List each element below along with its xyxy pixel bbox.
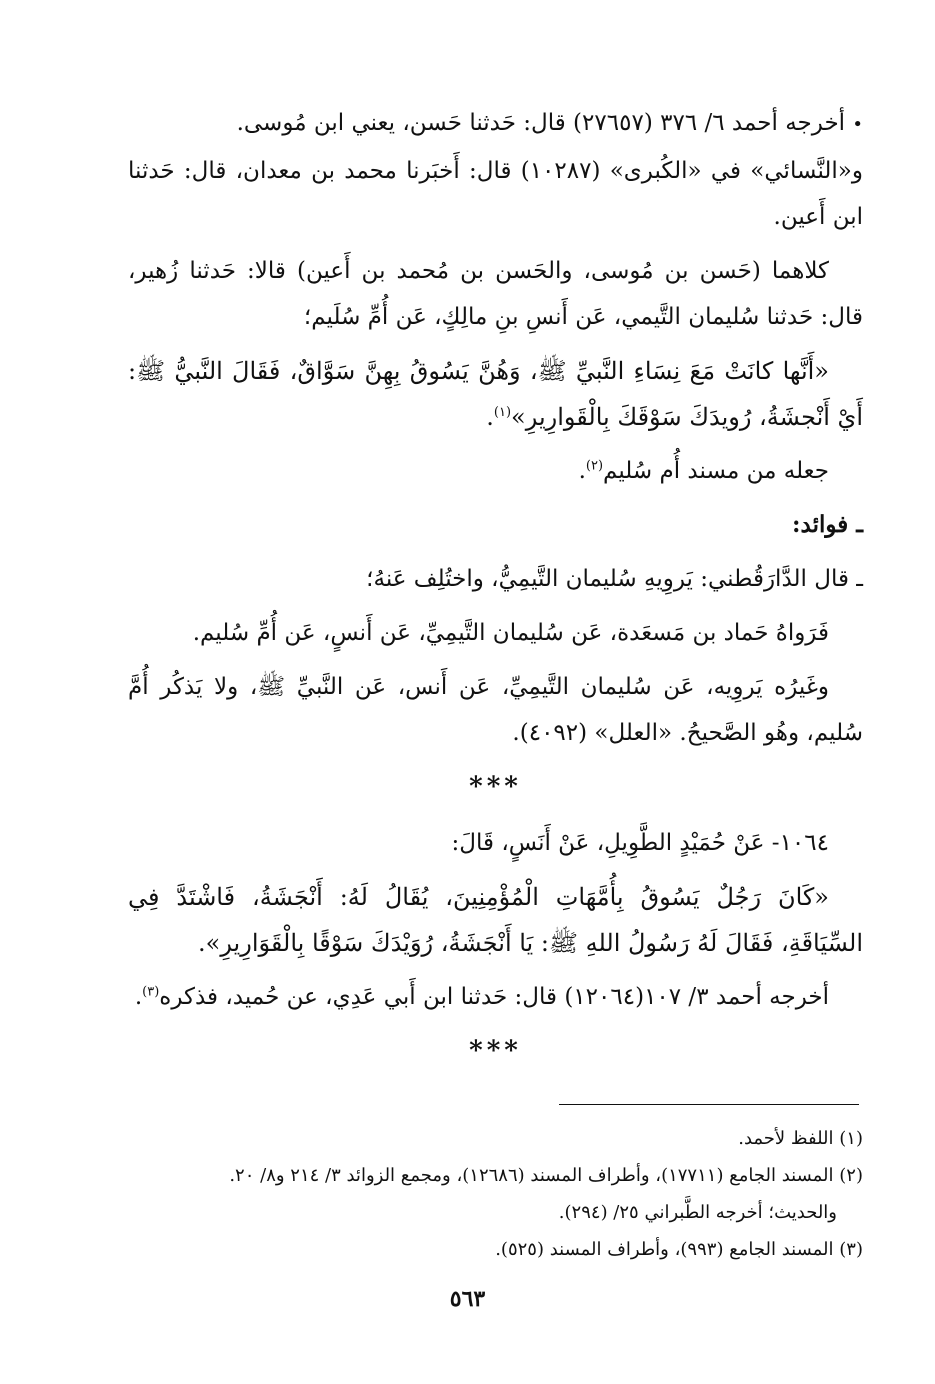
footnote-2-continuation: والحديث؛ أخرجه الطَّبراني ٢٥/ (٢٩٤). [558,1202,837,1223]
paragraph-hadith-text [128,348,863,440]
paragraph-hammad: فَرَواهُ حَماد بن مَسعَدة، عَن سُليمان التَّيمِيِّ، عَن أَنسٍ، عَن أُمِّ سُليم. [192,620,829,646]
paragraph-takhrij-1 [128,100,863,240]
section-separator-2: *** [469,1036,522,1066]
musnad-note-end: . [578,458,586,484]
main-text [128,100,863,1084]
bullet-icon: • [852,114,863,135]
section-separator-1: *** [469,772,522,802]
musnad-note-text: جعله من مسند أُم سُليم [603,458,829,484]
footnote-ref-3[interactable]: (٣) [142,984,160,1000]
footnote-ref-2[interactable]: (٢) [585,458,604,474]
paragraph-others: وغَيرُه يَروِيه، عَن سُليمان التَّيمِيِّ، عَن أَنس، عَن النَّبيِّ ﷺ، ولا يَذكُر أُمَّ سُليم، وهُو الصَّحيحُ. «العلل» (٤٠٩٢). [128,674,863,746]
footnote-ref-1[interactable]: (١) [493,405,512,420]
footnote-3: (٣) المسند الجامع (٩٩٣)، وأطراف المسند (٥٢٥). [495,1239,863,1260]
paragraph-isnad: كلاهما (حَسن بن مُوسى، والحَسن بن مُحمد بن أَعين) قالا: حَدثنا زُهير، قال: حَدثنا سُليمان التَّيمي، عَن أَنسِ بنِ مالِكٍ، عَن أُمِّ سُلَيم؛ [128,258,863,330]
takhrij-2-end: . [134,984,143,1010]
takhrij-line-2: و«النَّسائي» في «الكُبرى» (١٠٢٨٧) قال: أَخبَرنا محمد بن معدان، قال: حَدثنا ابن أَعين. [128,158,863,230]
page-number: ٥٦٣ [449,1286,486,1312]
hadith-1064-heading: ١٠٦٤- عَنْ حُمَيْدٍ الطَّوِيلِ، عَنْ أَنَسٍ، قَالَ: [451,830,829,856]
footnote-1: (١) اللفظ لأحمد. [738,1128,863,1149]
takhrij-2-text: أخرجه أحمد ٣/ ١٠٧(١٢٠٦٤) قال: حَدثنا ابن أَبي عَدِي، عن حُميد، فذكره [159,984,829,1010]
paragraph-daraqutni: ـ قال الدَّارَقُطني: يَروِيهِ سُليمان التَّيمِيُّ، واختُلِف عَنهُ؛ [366,566,863,592]
footnote-2: (٢) المسند الجامع (١٧٧١١)، وأطراف المسند (١٢٦٨٦)، ومجمع الزوائد ٣/ ٢١٤ و٨/ ٢٠. [229,1165,863,1186]
footnote-divider [559,1104,859,1105]
footnotes [128,1120,863,1268]
takhrij-line-1: أخرجه أحمد ٦/ ٣٧٦ (٢٧٦٥٧) قال: حَدثنا حَسن، يعني ابن مُوسى. [236,110,846,136]
section-heading-fawaid: ـ فوائد: [792,511,863,538]
hadith-1064-text: «كَانَ رَجُلٌ يَسُوقُ بِأُمَّهَاتِ الْمُؤْمِنِينَ، يُقَالُ لَهُ: أَنْجَشَةُ، فَاشْتَدَّ فِي السِّيَاقَةِ، فَقَالَ لَهُ رَسُولُ اللهِ ﷺ: يَا أَنْجَشَةُ، رُوَيْدَكَ سَوْقًا بِالْقَوَارِيرِ». [128,883,863,957]
hadith-end: . [486,403,494,431]
paragraph-musnad-note [128,448,863,494]
hadith-text: «أَنَّها كانَتْ مَعَ نِسَاءِ النَّبيِّ ﷺ، وَهُنَّ يَسُوقُ بِهِنَّ سَوَّاقٌ، فَقَالَ النَّبيُّ ﷺ: أَيْ أَنْجشَةُ، رُويدَكَ سَوْقَكَ بِالْقَوارِيرِ» [128,357,863,431]
paragraph-takhrij-2 [128,974,863,1020]
